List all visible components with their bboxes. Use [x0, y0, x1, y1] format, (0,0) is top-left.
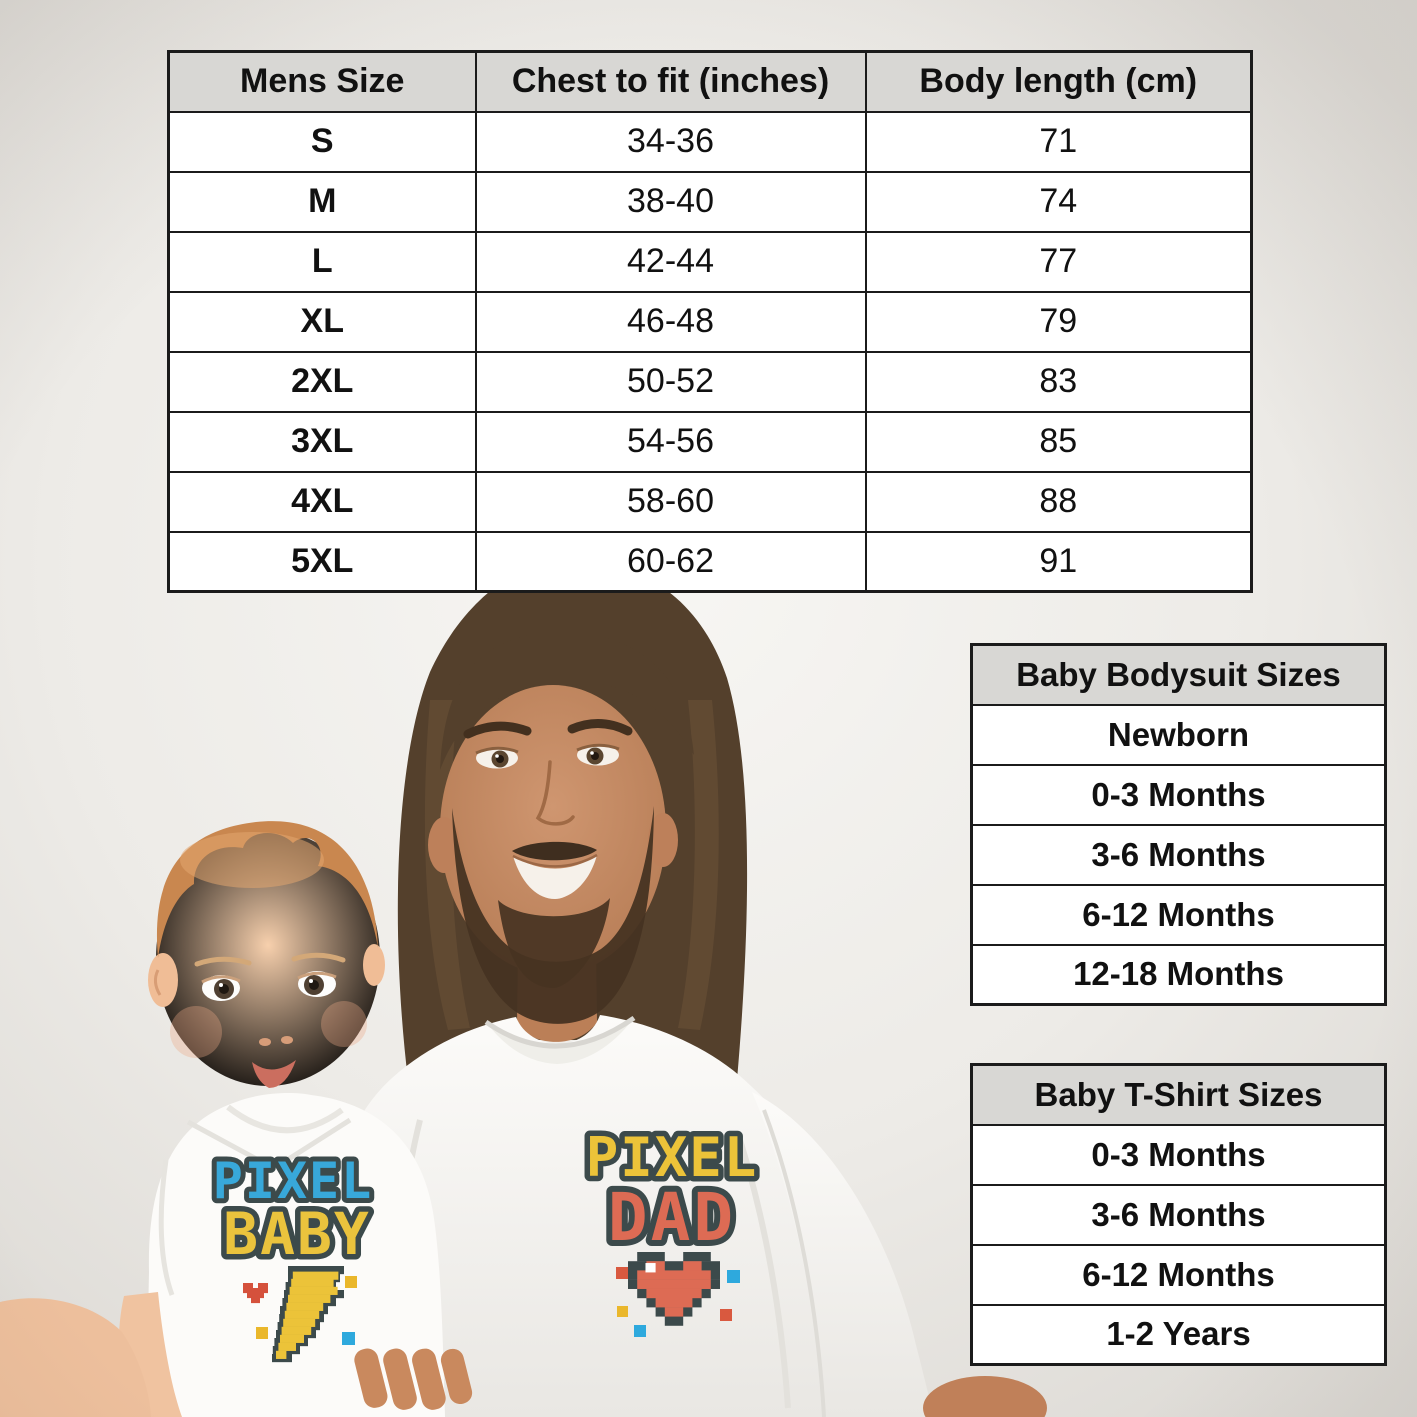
mens-size-table	[167, 50, 1253, 593]
baby-size-cell: 1-2 Years	[972, 1305, 1386, 1365]
size-label-cell: XL	[169, 292, 476, 352]
bodysuit_table-row	[972, 765, 1386, 825]
size-value-cell: 79	[866, 292, 1252, 352]
bodysuit-table-title: Baby Bodysuit Sizes	[972, 645, 1386, 705]
size-label-cell: M	[169, 172, 476, 232]
mens-table-header-row	[169, 52, 1252, 112]
tshirt-table-header-row	[972, 1065, 1386, 1125]
mens-table-row	[169, 472, 1252, 532]
size-label-cell: 2XL	[169, 352, 476, 412]
size-value-cell: 83	[866, 352, 1252, 412]
size-value-cell: 71	[866, 112, 1252, 172]
mens-table-header-cell: Chest to fit (inches)	[476, 52, 866, 112]
size-value-cell: 74	[866, 172, 1252, 232]
bodysuit_table-row	[972, 945, 1386, 1005]
baby-size-cell: 0-3 Months	[972, 1125, 1386, 1185]
mens-table-row	[169, 352, 1252, 412]
size-value-cell: 85	[866, 412, 1252, 472]
baby-size-cell: 6-12 Months	[972, 1245, 1386, 1305]
mens-table-row	[169, 172, 1252, 232]
size-value-cell: 91	[866, 532, 1252, 592]
mens-table-row	[169, 532, 1252, 592]
baby-size-cell: 0-3 Months	[972, 765, 1386, 825]
bodysuit_table-row	[972, 825, 1386, 885]
mens-table-row	[169, 412, 1252, 472]
size-value-cell: 34-36	[476, 112, 866, 172]
size-value-cell: 58-60	[476, 472, 866, 532]
mens-table-row	[169, 292, 1252, 352]
size-value-cell: 88	[866, 472, 1252, 532]
baby-size-cell: 3-6 Months	[972, 825, 1386, 885]
baby-size-cell: 6-12 Months	[972, 885, 1386, 945]
baby-size-cell: 3-6 Months	[972, 1185, 1386, 1245]
baby-size-cell: 12-18 Months	[972, 945, 1386, 1005]
mens-table-row	[169, 232, 1252, 292]
size-value-cell: 60-62	[476, 532, 866, 592]
size-value-cell: 77	[866, 232, 1252, 292]
mens-table-header-cell: Body length (cm)	[866, 52, 1252, 112]
bodysuit_table-row	[972, 885, 1386, 945]
size-value-cell: 38-40	[476, 172, 866, 232]
tshirt-table-title: Baby T-Shirt Sizes	[972, 1065, 1386, 1125]
size-label-cell: 4XL	[169, 472, 476, 532]
tshirt_table-row	[972, 1245, 1386, 1305]
baby-tshirt-table	[970, 1063, 1387, 1366]
baby-size-cell: Newborn	[972, 705, 1386, 765]
size-value-cell: 54-56	[476, 412, 866, 472]
size-label-cell: 3XL	[169, 412, 476, 472]
mens-table-header-cell: Mens Size	[169, 52, 476, 112]
size-value-cell: 46-48	[476, 292, 866, 352]
size-value-cell: 42-44	[476, 232, 866, 292]
size-value-cell: 50-52	[476, 352, 866, 412]
size-label-cell: L	[169, 232, 476, 292]
size-label-cell: 5XL	[169, 532, 476, 592]
size-label-cell: S	[169, 112, 476, 172]
tshirt_table-row	[972, 1185, 1386, 1245]
bodysuit-table-header-row	[972, 645, 1386, 705]
tshirt_table-row	[972, 1125, 1386, 1185]
tshirt_table-row	[972, 1305, 1386, 1365]
mens-table-row	[169, 112, 1252, 172]
bodysuit_table-row	[972, 705, 1386, 765]
baby-bodysuit-table	[970, 643, 1387, 1006]
